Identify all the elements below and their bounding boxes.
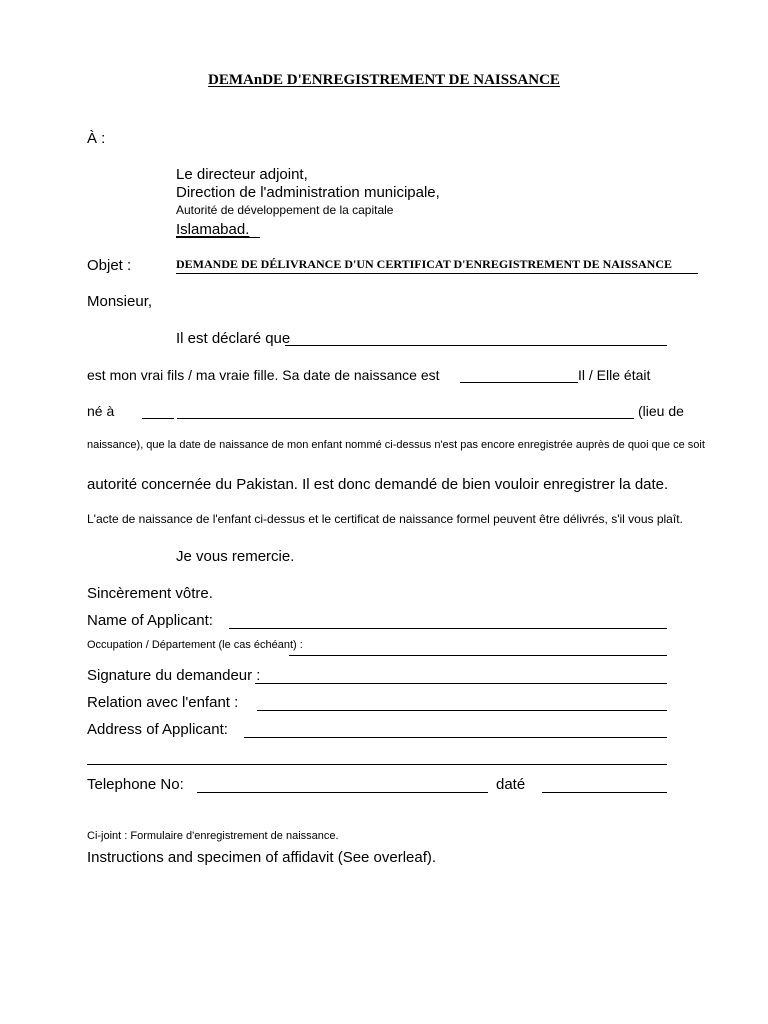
birth-place-field[interactable] — [177, 418, 634, 419]
body-line-5: autorité concernée du Pakistan. Il est donc demandé de bien vouloir enregistrer la date. — [87, 476, 669, 493]
occupation-field[interactable] — [289, 655, 667, 656]
signature-label: Signature du demandeur : — [87, 667, 261, 684]
relation-label: Relation avec l'enfant : — [87, 694, 239, 711]
date-label: daté — [496, 776, 526, 793]
salutation: Monsieur, — [87, 293, 153, 310]
closing-text: Sincèrement vôtre. — [87, 585, 213, 602]
telephone-label: Telephone No: — [87, 776, 184, 793]
recipient-city: Islamabad. — [176, 221, 250, 238]
birth-place-label: (lieu de — [638, 403, 684, 419]
telephone-field[interactable] — [197, 792, 488, 793]
signature-field[interactable] — [255, 683, 667, 684]
applicant-name-label: Name of Applicant: — [87, 612, 213, 629]
child-name-field[interactable] — [285, 345, 667, 346]
body-line-4: naissance), que la date de naissance de mon enfant nommé ci-dessus n'est pas encore enregistrée auprès de quoi que ce soit — [87, 439, 705, 451]
recipient-line-2: Direction de l'administration municipale, — [176, 184, 440, 201]
relation-field[interactable] — [257, 710, 667, 711]
city-underline — [176, 237, 260, 238]
subject-label: Objet : — [87, 257, 132, 274]
thanks-text: Je vous remercie. — [176, 548, 295, 565]
gender-text: Il / Elle était — [578, 367, 651, 383]
date-field[interactable] — [542, 792, 667, 793]
born-at-text: né à — [87, 403, 115, 419]
occupation-label: Occupation / Département (le cas échéant) : — [87, 639, 303, 651]
page-title: DEMAnDE D'ENREGISTREMENT DE NAISSANCE — [208, 72, 560, 88]
birth-date-text: est mon vrai fils / ma vraie fille. Sa date de naissance est — [87, 367, 440, 383]
recipient-line-1: Le directeur adjoint, — [176, 166, 308, 183]
recipient-line-3: Autorité de développement de la capitale — [176, 203, 394, 217]
declared-text: Il est déclaré que — [176, 330, 291, 347]
body-line-6: L'acte de naissance de l'enfant ci-dessus et le certificat de naissance formel peuvent être délivrés, s'il vous plaît. — [87, 512, 683, 526]
enclosure-text: Ci-joint : Formulaire d'enregistrement de naissance. — [87, 830, 339, 842]
birth-date-field[interactable] — [460, 382, 578, 383]
instructions-text: Instructions and specimen of affidavit (See overleaf). — [87, 849, 437, 866]
subject-text: DEMANDE DE DÉLIVRANCE D'UN CERTIFICAT D'ENREGISTREMENT DE NAISSANCE — [176, 257, 672, 271]
address-label: Address of Applicant: — [87, 721, 228, 738]
to-label: À : — [87, 130, 106, 147]
born-at-short-field[interactable] — [142, 418, 174, 419]
applicant-name-field[interactable] — [229, 628, 667, 629]
subject-underline — [176, 273, 698, 274]
address-field-line-2[interactable] — [87, 764, 667, 765]
address-field[interactable] — [244, 737, 667, 738]
